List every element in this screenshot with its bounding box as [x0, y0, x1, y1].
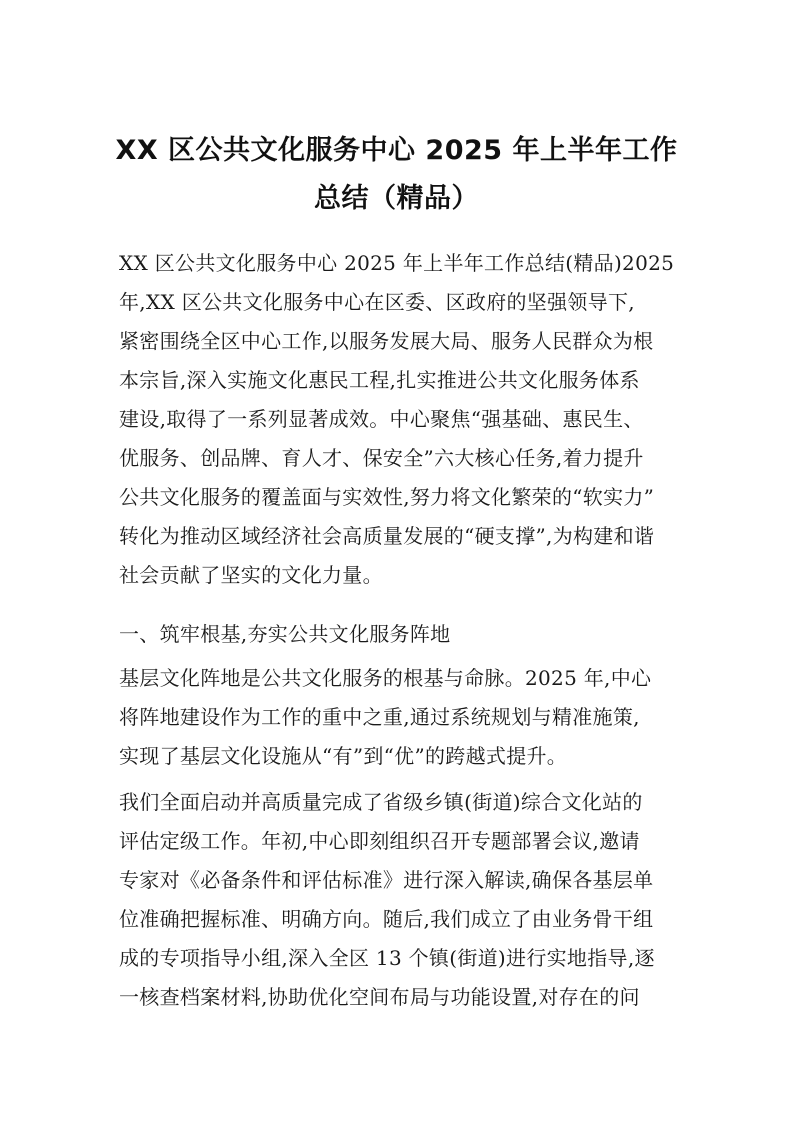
body-line-7: 公共文化服务的覆盖面与实效性,努力将文化繁荣的“软实力”	[119, 485, 655, 509]
body-line-3: 紧密围绕全区中心工作,以服务发展大局、服务人民群众为根	[119, 329, 654, 353]
body-line-8: 转化为推动区域经济社会高质量发展的“硬支撑”,为构建和谐	[119, 524, 655, 548]
document-title-line-2: 总结（精品）	[314, 183, 479, 214]
body-line-12: 将阵地建设作为工作的重中之重,通过系统规划与精准施策,	[119, 705, 640, 729]
body-line-4: 本宗旨,深入实施文化惠民工程,扎实推进公共文化服务体系	[119, 368, 640, 392]
body-line-11: 基层文化阵地是公共文化服务的根基与命脉。2025 年,中心	[119, 666, 652, 690]
body-line-2: 年,XX 区公共文化服务中心在区委、区政府的坚强领导下,	[119, 290, 635, 314]
body-line-17: 位准确把握标准、明确方向。随后,我们成立了由业务骨干组	[119, 907, 654, 931]
body-line-16: 专家对《必备条件和评估标准》进行深入解读,确保各基层单	[119, 868, 654, 892]
body-line-6: 优服务、创品牌、育人才、保安全”六大核心任务,着力提升	[119, 446, 644, 470]
body-line-5: 建设,取得了一系列显著成效。中心聚焦“强基础、惠民生、	[119, 407, 644, 431]
document-title-line-1: XX 区公共文化服务中心 2025 年上半年工作	[115, 135, 678, 166]
body-line-18: 成的专项指导小组,深入全区 13 个镇(街道)进行实地指导,逐	[119, 946, 655, 970]
body-line-1: XX 区公共文化服务中心 2025 年上半年工作总结(精品)2025	[119, 251, 675, 275]
body-line-19: 一核查档案材料,协助优化空间布局与功能设置,对存在的问	[119, 985, 640, 1009]
body-line-13: 实现了基层文化设施从“有”到“优”的跨越式提升。	[119, 744, 568, 768]
body-line-9: 社会贡献了坚实的文化力量。	[119, 563, 383, 587]
body-line-15: 评估定级工作。年初,中心即刻组织召开专题部署会议,邀请	[119, 829, 640, 853]
body-line-14: 我们全面启动并高质量完成了省级乡镇(街道)综合文化站的	[119, 790, 643, 814]
section-heading-1: 一、筑牢根基,夯实公共文化服务阵地	[119, 622, 451, 646]
